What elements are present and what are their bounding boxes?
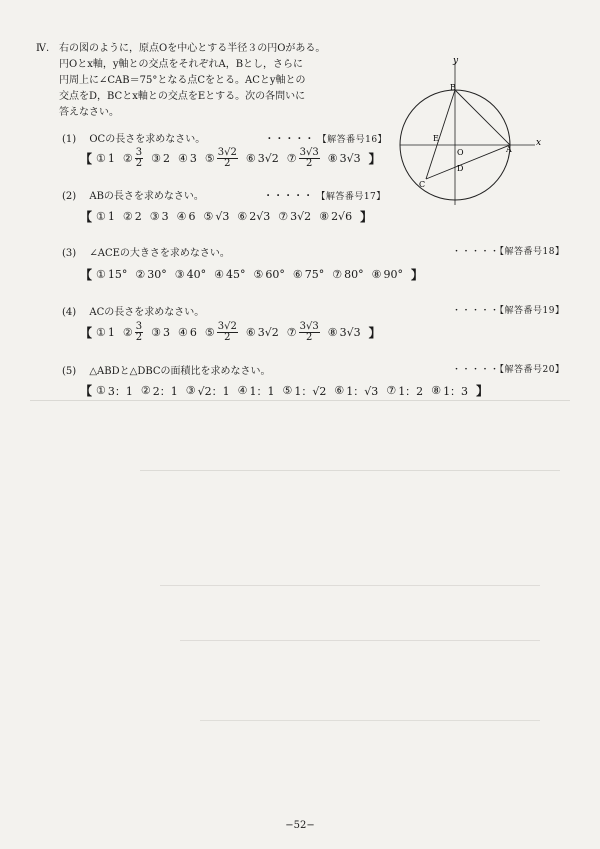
question-1 [62,130,387,145]
dots: ・・・・・ [452,306,500,316]
option[interactable]: ⑤ √3 [203,210,230,223]
question-label: (4) [62,307,77,318]
question-label: (5) [62,366,77,377]
option[interactable]: ⑧ 1：3 [431,384,469,398]
bracket-close: 】 [368,326,381,340]
bracket-open: 【 [80,268,93,282]
option[interactable]: ⑥ 2√3 [237,210,271,223]
bracket-close: 】 [476,384,489,398]
option[interactable]: ② 30° [135,268,167,281]
intro-line: 交点をD，BCとx軸との交点をEとする。次の各問いに [59,91,306,102]
option[interactable]: ③ √2：1 [185,384,230,398]
bracket-open: 【 [80,326,93,340]
option[interactable]: ③ 40° [174,268,207,281]
option[interactable]: ⑧ 90° [371,268,404,281]
problem-intro [59,42,325,119]
option[interactable]: ① 1 [96,152,115,165]
intro-line: 円周上に∠CAB＝75°となる点Cをとる。ACとy軸との [59,75,306,86]
label-c: C [419,180,426,189]
option[interactable]: ② $\frac{3}{2}$ [122,147,143,169]
bracket-open: 【 [80,210,93,224]
question-text: OCの長さを求めなさい。 [89,134,206,145]
options-row-2 [80,208,372,225]
intro-line: 右の図のように，原点Oを中心とする半径３の円Oがある。 [59,43,326,54]
option[interactable]: ⑤ $\frac{3√2}{2}$ [204,147,237,169]
option[interactable]: ④ 6 [176,210,196,223]
option[interactable]: ⑦ $\frac{3√3}{2}$ [286,321,319,343]
bracket-close: 】 [411,268,424,282]
option[interactable]: ⑦ 3√2 [278,210,312,223]
dots: ・・・・・ [263,191,314,202]
segment-ab [455,90,510,145]
option[interactable]: ① 15° [96,268,128,281]
option[interactable]: ⑥ 3√2 [245,152,279,165]
option[interactable]: ⑧ 3√3 [327,326,361,339]
question-text: △ABDと△DBCの面積比を求めなさい。 [89,366,271,377]
option[interactable]: ③ 3 [149,210,169,223]
segment-ac [426,145,510,179]
option[interactable]: ⑦ $\frac{3√3}{2}$ [286,147,319,169]
question-3 [62,244,230,259]
option[interactable]: ③ 3 [151,326,171,339]
options-row-4 [80,322,381,343]
option[interactable]: ⑧ 2√6 [319,210,353,223]
intro-line: 答えなさい。 [59,107,119,118]
question-text: ACの長さを求めなさい。 [89,307,205,318]
option[interactable]: ⑥ 1：√3 [334,384,379,398]
dots: ・・・・・ [264,134,315,145]
option[interactable]: ① 1 [96,326,115,339]
options-row-5 [80,382,488,399]
answer-number-ref: 【解答番号17】 [316,192,386,202]
bracket-open: 【 [80,384,93,398]
options-row-1 [80,148,381,169]
option[interactable]: ② 2 [122,210,142,223]
option[interactable]: ⑤ 60° [253,268,285,281]
label-e: E [433,134,439,143]
options-row-3 [80,266,423,283]
problem-number: Ⅳ. [36,43,50,54]
page-number: −52− [285,820,315,831]
question-4 [62,303,204,318]
label-a: A [506,145,512,154]
bracket-close: 】 [368,152,381,166]
intro-line: 円Oとx軸，y軸との交点をそれぞれA，Bとし，さらに [59,59,304,70]
question-text: ABの長さを求めなさい。 [89,191,204,202]
circle-figure [395,55,555,215]
option[interactable]: ④ 3 [178,152,197,165]
label-y: y [453,56,459,66]
option[interactable]: ⑥ 3√2 [245,326,279,339]
option[interactable]: ⑥ 75° [292,268,325,281]
question-2 [62,187,386,202]
option[interactable]: ⑤ 1：√2 [282,384,327,398]
answer-number-ref-5: ・・・・・【解答番号20】 [452,365,565,375]
question-label: (2) [62,191,77,202]
option[interactable]: ⑦ 1：2 [386,384,424,398]
option[interactable]: ⑤ $\frac{3√2}{2}$ [204,321,237,343]
bracket-open: 【 [80,152,93,166]
option[interactable]: ④ 6 [178,326,197,339]
label-d: D [457,164,464,173]
question-label: (3) [62,248,77,259]
answer-number-ref-3: ・・・・・【解答番号18】 [452,247,565,257]
option[interactable]: ④ 1：1 [237,384,275,398]
dots: ・・・・・ [452,247,500,257]
answer-number-ref-4: ・・・・・【解答番号19】 [452,306,565,316]
option[interactable]: ⑧ 3√3 [327,152,361,165]
option[interactable]: ② $\frac{3}{2}$ [122,321,143,343]
bracket-close: 】 [360,210,373,224]
option[interactable]: ③ 2 [151,152,171,165]
question-label: (1) [62,134,77,145]
answer-number-ref: 【解答番号16】 [317,135,388,145]
label-x: x [536,138,542,148]
question-5 [62,362,271,377]
option[interactable]: ④ 45° [214,268,246,281]
option[interactable]: ① 3：1 [96,384,133,398]
question-text: ∠ACEの大きさを求めなさい。 [89,248,230,259]
label-b: B [450,83,456,92]
label-o: O [457,148,464,157]
option[interactable]: ② 2：1 [140,384,178,398]
dots: ・・・・・ [452,365,500,375]
segment-bc [426,90,455,179]
option[interactable]: ⑦ 80° [332,268,364,281]
option[interactable]: ① 1 [96,210,115,223]
